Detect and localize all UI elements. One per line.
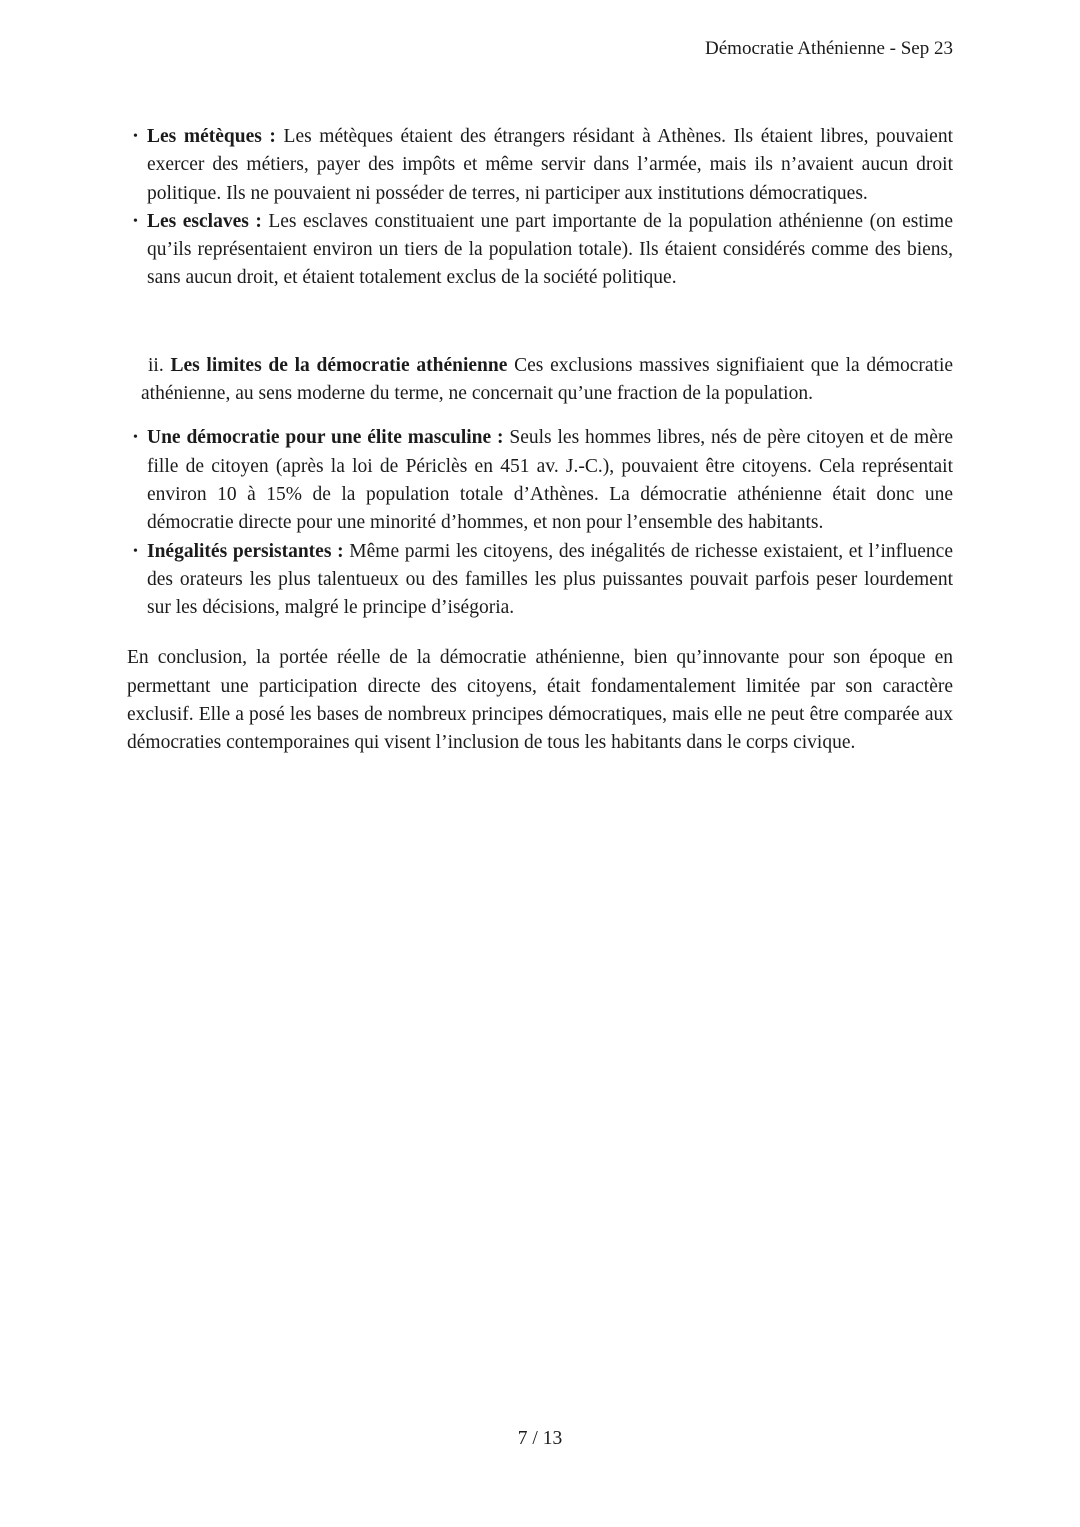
page-header-title: Démocratie Athénienne - Sep 23 bbox=[705, 38, 953, 59]
list-item-esclaves bbox=[127, 208, 953, 293]
page-number: 7 / 13 bbox=[517, 1428, 563, 1449]
conclusion-paragraph: En conclusion, la portée réelle de la démocratie athénienne, bien qu’innovante pour son époque en permettant une participation directe des citoyens, était fondamentalement limitée par son caractère exclusif. Elle a posé les bases de nombreux principes démocratiques, mais elle ne peut être comparée aux démocraties contemporaines qui visent l’inclusion de tous les habitants dans le corps civique. bbox=[127, 647, 953, 754]
exclusions-list bbox=[127, 123, 953, 293]
subsection-title: Les limites de la démocratie athénienne bbox=[170, 354, 508, 376]
bullet-icon: • bbox=[133, 129, 138, 144]
list-item-text: Seuls les hommes libres, nés de père citoyen et de mère fille de citoyen (après la loi de Périclès en 451 av. J.-C.), pouvaient être citoyens. Cela représentait environ 10 à 15% de la population totale d’Athènes. La démocratie athénienne était donc une démocratie directe pour une minorité d’hommes, et non pour l’ensemble des habitants. bbox=[147, 427, 954, 534]
subsection-numeral: ii. bbox=[148, 354, 164, 376]
list-item-elite-masculine bbox=[127, 424, 953, 537]
list-item-text: Les esclaves constituaient une part importante de la population athénienne (on estime qu’ils représentaient environ un tiers de la population totale). Ils étaient considérés comme des biens, sans aucun droit, et étaient totalement exclus de la société politique. bbox=[147, 210, 953, 289]
bullet-icon: • bbox=[133, 430, 138, 446]
list-item-label: Inégalités persistantes : bbox=[147, 540, 350, 562]
list-item-label: Les esclaves : bbox=[147, 210, 269, 232]
list-item-meteques bbox=[127, 123, 953, 208]
document-content bbox=[127, 123, 953, 758]
list-item-text: Même parmi les citoyens, des inégalités de richesse existaient, et l’influence des orateurs les plus talentueux ou des familles les plus puissantes pouvait parfois peser lourdement sur les décisions, malgré le principe d’iségoria. bbox=[147, 540, 953, 619]
list-item-text: Les métèques étaient des étrangers résidant à Athènes. Ils étaient libres, pouvaient exercer des métiers, payer des impôts et même servir dans l’armée, mais ils n’avaient aucun droit politique. Ils ne pouvaient ni posséder de terres, ni participer aux institutions démocratiques. bbox=[147, 126, 953, 204]
bullet-icon: • bbox=[133, 543, 138, 559]
bullet-icon: • bbox=[133, 213, 138, 229]
limits-list bbox=[127, 424, 953, 622]
subsection-text: Ces exclusions massives signifiaient que la démocratie athénienne, au sens moderne du terme, ne concernait qu’une fraction de la population. bbox=[141, 354, 954, 405]
list-item-inegalites bbox=[127, 538, 953, 623]
subsection-limites bbox=[141, 352, 953, 409]
list-item-label: Les métèques : bbox=[147, 126, 284, 147]
list-item-label: Une démocratie pour une élite masculine : bbox=[147, 427, 510, 449]
